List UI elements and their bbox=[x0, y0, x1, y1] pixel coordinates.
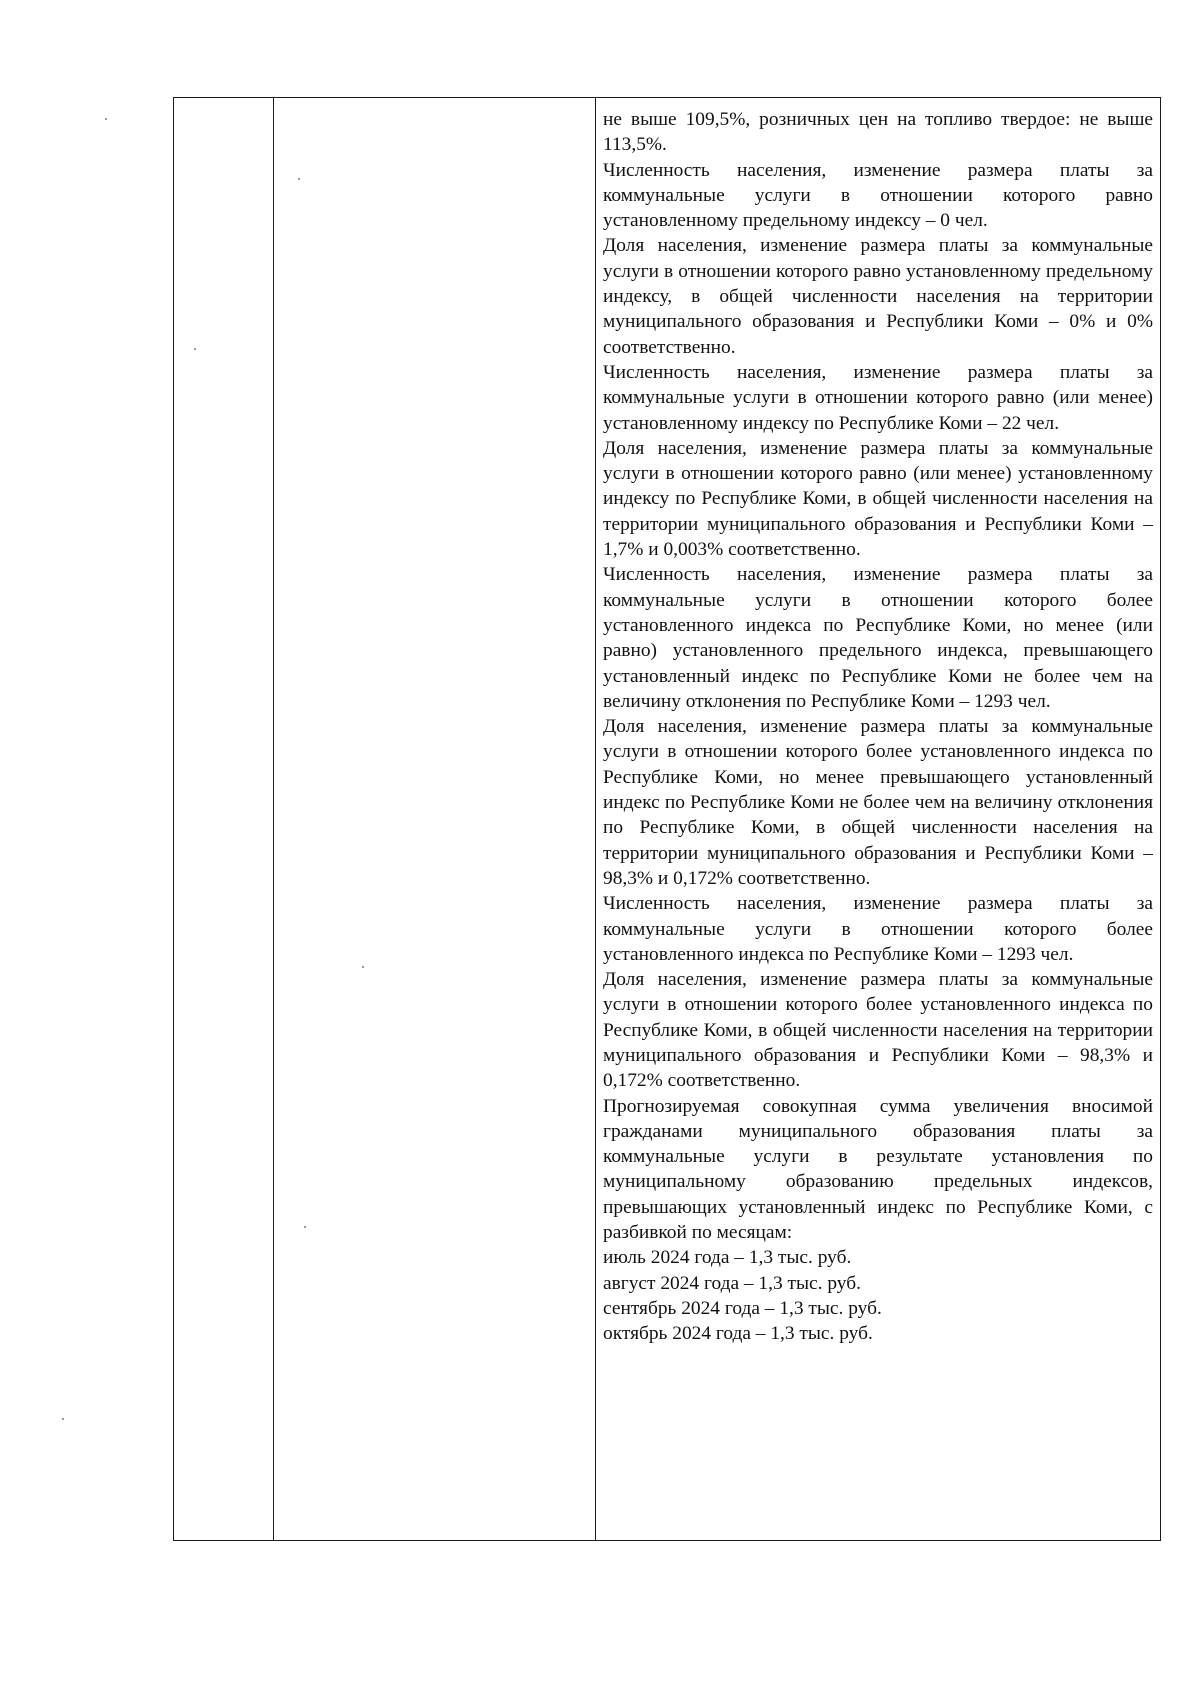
paragraph-share-equal-or-less-index: Доля населения, изменение размера платы за коммунальные услуги в отношении которого равно (или менее) установленному индексу по Республике Коми, в общей численности населения на территории муниципального образования и Республики Коми – 1,7% и 0,003% соответственно. bbox=[603, 437, 1153, 561]
table-column-description bbox=[596, 98, 1160, 1540]
paragraph-population-above-index: Численность населения, изменение размера платы за коммунальные услуги в отношении которого более установленного индекса по Республике Коми – 1293 чел. bbox=[603, 893, 1153, 965]
document-table bbox=[173, 97, 1161, 1541]
paragraph-forecast-total: Прогнозируемая совокупная сумма увеличения вносимой гражданами муниципального образования платы за коммунальные услуги в результате установления по муниципальному образованию предельных индексов, превышающих установленный индекс по Республике Коми, с разбивкой по месяцам: bbox=[603, 1095, 1153, 1244]
scan-speck bbox=[105, 118, 107, 120]
monthly-amount-september: сентябрь 2024 года – 1,3 тыс. руб. bbox=[603, 1297, 882, 1319]
paragraph-share-equal-limit: Доля населения, изменение размера платы за коммунальные услуги в отношении которого равно установленному предельному индексу, в общей численности населения на территории муниципального образования и Республики Коми – 0% и 0% соответственно. bbox=[603, 235, 1153, 358]
paragraph-share-within-deviation: Доля населения, изменение размера платы за коммунальные услуги в отношении которого более установленного индекса по Республике Коми, но менее превышающего установленный индекс по Республике Коми не более чем на величину отклонения по Республике Коми, в общей численности населения на территории муниципального образования и Республики Коми – 98,3% и 0,172% соответственно. bbox=[603, 716, 1153, 889]
table-column-number bbox=[174, 98, 274, 1540]
monthly-amount-august: август 2024 года – 1,3 тыс. руб. bbox=[603, 1272, 861, 1294]
scan-speck bbox=[62, 1418, 64, 1420]
paragraph-fuel-prices: не выше 109,5%, розничных цен на топливо твердое: не выше 113,5%. bbox=[603, 109, 1153, 156]
monthly-amount-october: октябрь 2024 года – 1,3 тыс. руб. bbox=[603, 1323, 873, 1345]
paragraph-population-equal-or-less-index: Численность населения, изменение размера платы за коммунальные услуги в отношении которого равно (или менее) установленному индексу по Республике Коми – 22 чел. bbox=[603, 361, 1153, 434]
monthly-amount-july: июль 2024 года – 1,3 тыс. руб. bbox=[603, 1247, 852, 1269]
paragraph-share-above-index: Доля населения, изменение размера платы за коммунальные услуги в отношении которого более установленного индекса по Республике Коми, в общей численности населения на территории муниципального образования и Республики Коми – 98,3% и 0,172% соответственно. bbox=[603, 969, 1153, 1092]
table-column-name bbox=[274, 98, 596, 1540]
paragraph-population-equal-limit: Численность населения, изменение размера платы за коммунальные услуги в отношении которого равно установленному предельному индексу – 0 чел. bbox=[603, 159, 1153, 232]
paragraph-population-within-deviation: Численность населения, изменение размера платы за коммунальные услуги в отношении которого более установленного индекса по Республике Коми, но менее (или равно) установленного предельного индекса, превышающего установленный индекс по Республике Коми не более чем на величину отклонения по Республике Коми – 1293 чел. bbox=[603, 564, 1153, 712]
